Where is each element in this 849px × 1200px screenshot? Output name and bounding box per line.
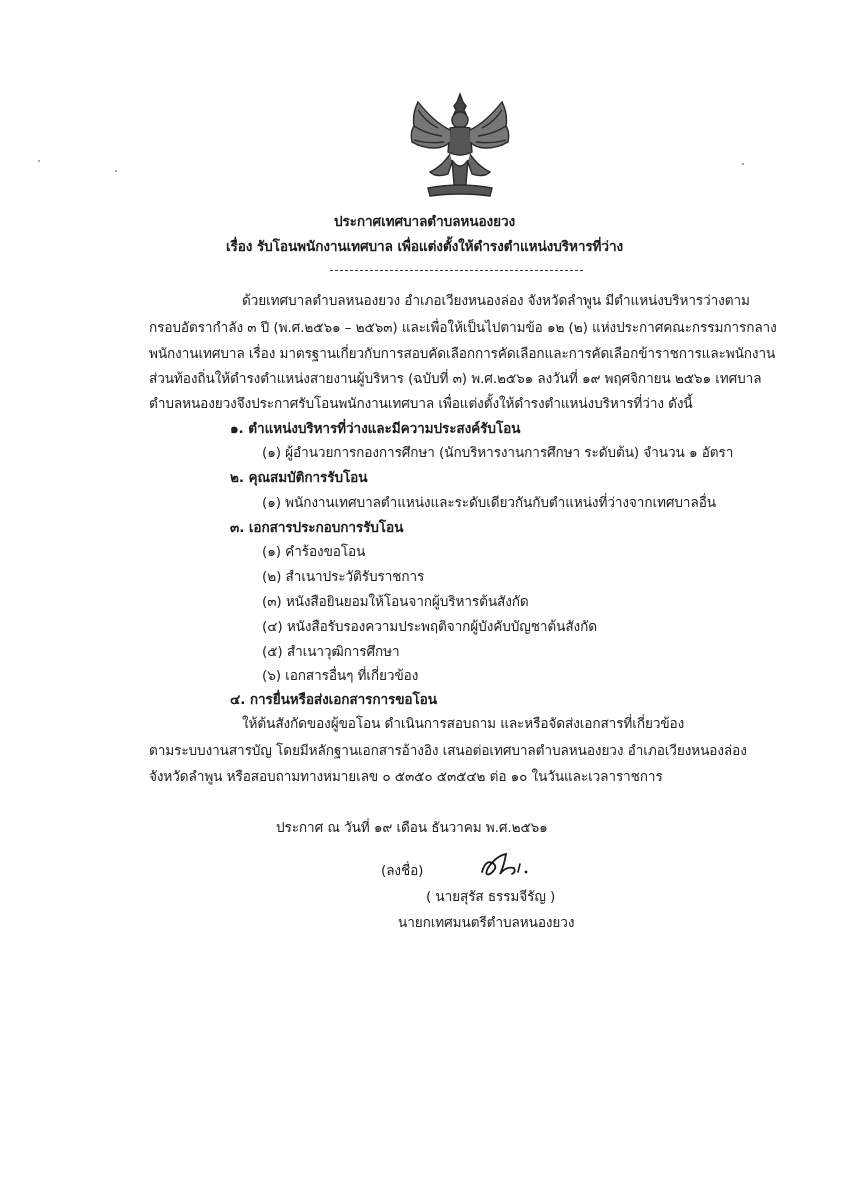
document-item: (๑) คำร้องขอโอน [262,544,366,560]
sign-label: (ลงชื่อ) [381,863,424,879]
document-item: (๕) สำเนาวุฒิการศึกษา [262,644,400,660]
header-divider [330,270,583,271]
section-heading-qualifications: ๒. คุณสมบัติการรับโอน [230,470,368,486]
intro-line: ส่วนท้องถิ่นให้ดำรงตำแหน่งสายงานผู้บริหาร (ฉบับที่ ๓) พ.ศ.๒๕๖๑ ลงวันที่ ๑๙ พฤศจิกายน ๒๕๖๑ เทศบาล [149,371,762,387]
vacant-position-item: (๑) ผู้อำนวยการกองการศึกษา (นักบริหารงานการศึกษา ระดับต้น) จำนวน ๑ อัตรา [262,445,734,461]
garuda-emblem-icon [404,92,516,200]
qualification-item: (๑) พนักงานเทศบาลตำแหน่งและระดับเดียวกันกับตำแหน่งที่ว่างจากเทศบาลอื่น [262,495,716,511]
document-item: (๖) เอกสารอื่นๆ ที่เกี่ยวข้อง [262,668,419,684]
intro-line: พนักงานเทศบาล เรื่อง มาตรฐานเกี่ยวกับการสอบคัดเลือกการคัดเลือกและการคัดเลือกข้าราชการและพนักงาน [149,346,776,362]
section-heading-documents: ๓. เอกสารประกอบการรับโอน [230,520,404,536]
announcement-title: ประกาศเทศบาลตำบลหนองยวง [333,214,516,230]
intro-line: กรอบอัตรากำลัง ๓ ปี (พ.ศ.๒๕๖๑ – ๒๕๖๓) และเพื่อให้เป็นไปตามข้อ ๑๒ (๒) แห่งประกาศคณะกรรมการกลาง [149,320,777,336]
announcement-subject: เรื่อง รับโอนพนักงานเทศบาล เพื่อแต่งตั้งให้ดำรงตำแหน่งบริหารที่ว่าง [225,239,624,255]
announcement-date: ประกาศ ณ วันที่ ๑๙ เดือน ธันวาคม พ.ศ.๒๕๖๑ [276,820,548,836]
signer-name: ( นายสุรัส ธรรมจีรัญ ) [426,889,556,905]
scan-speck [38,160,40,162]
submission-line: ให้ต้นสังกัดของผู้ขอโอน ดำเนินการสอบถาม และหรือจัดส่งเอกสารที่เกี่ยวข้อง [242,716,685,732]
section-heading-vacant-position: ๑. ตำแหน่งบริหารที่ว่างและมีความประสงค์รับโอน [230,421,521,437]
document-item: (๔) หนังสือรับรองความประพฤติจากผู้บังคับบัญชาต้นสังกัด [262,619,597,635]
document-item: (๒) สำเนาประวัติรับราชการ [262,569,425,585]
signer-title: นายกเทศมนตรีตำบลหนองยวง [398,915,575,931]
document-item: (๓) หนังสือยินยอมให้โอนจากผู้บริหารต้นสังกัด [262,594,529,610]
submission-line: ตามระบบงานสารบัญ โดยมีหลักฐานเอกสารอ้างอิง เสนอต่อเทศบาลตำบลหนองยวง อำเภอเวียงหนองล่อง [149,743,747,759]
scan-speck [742,163,744,165]
scan-speck [115,170,117,172]
submission-line: จังหวัดลำพูน หรือสอบถามทางหมายเลข ๐ ๕๓๕๐ ๕๓๕๔๒ ต่อ ๑๐ ในวันและเวลาราชการ [149,769,663,785]
intro-line: ด้วยเทศบาลตำบลหนองยวง อำเภอเวียงหนองล่อง จังหวัดลำพูน มีตำแหน่งบริหารว่างตาม [242,293,750,309]
intro-line: ตำบลหนองยวงจึงประกาศรับโอนพนักงานเทศบาล เพื่อแต่งตั้งให้ดำรงตำแหน่งบริหารที่ว่าง ดังนี้ [149,396,693,412]
handwritten-signature [476,850,538,880]
section-heading-submission: ๔. การยื่นหรือส่งเอกสารการขอโอน [230,692,437,708]
